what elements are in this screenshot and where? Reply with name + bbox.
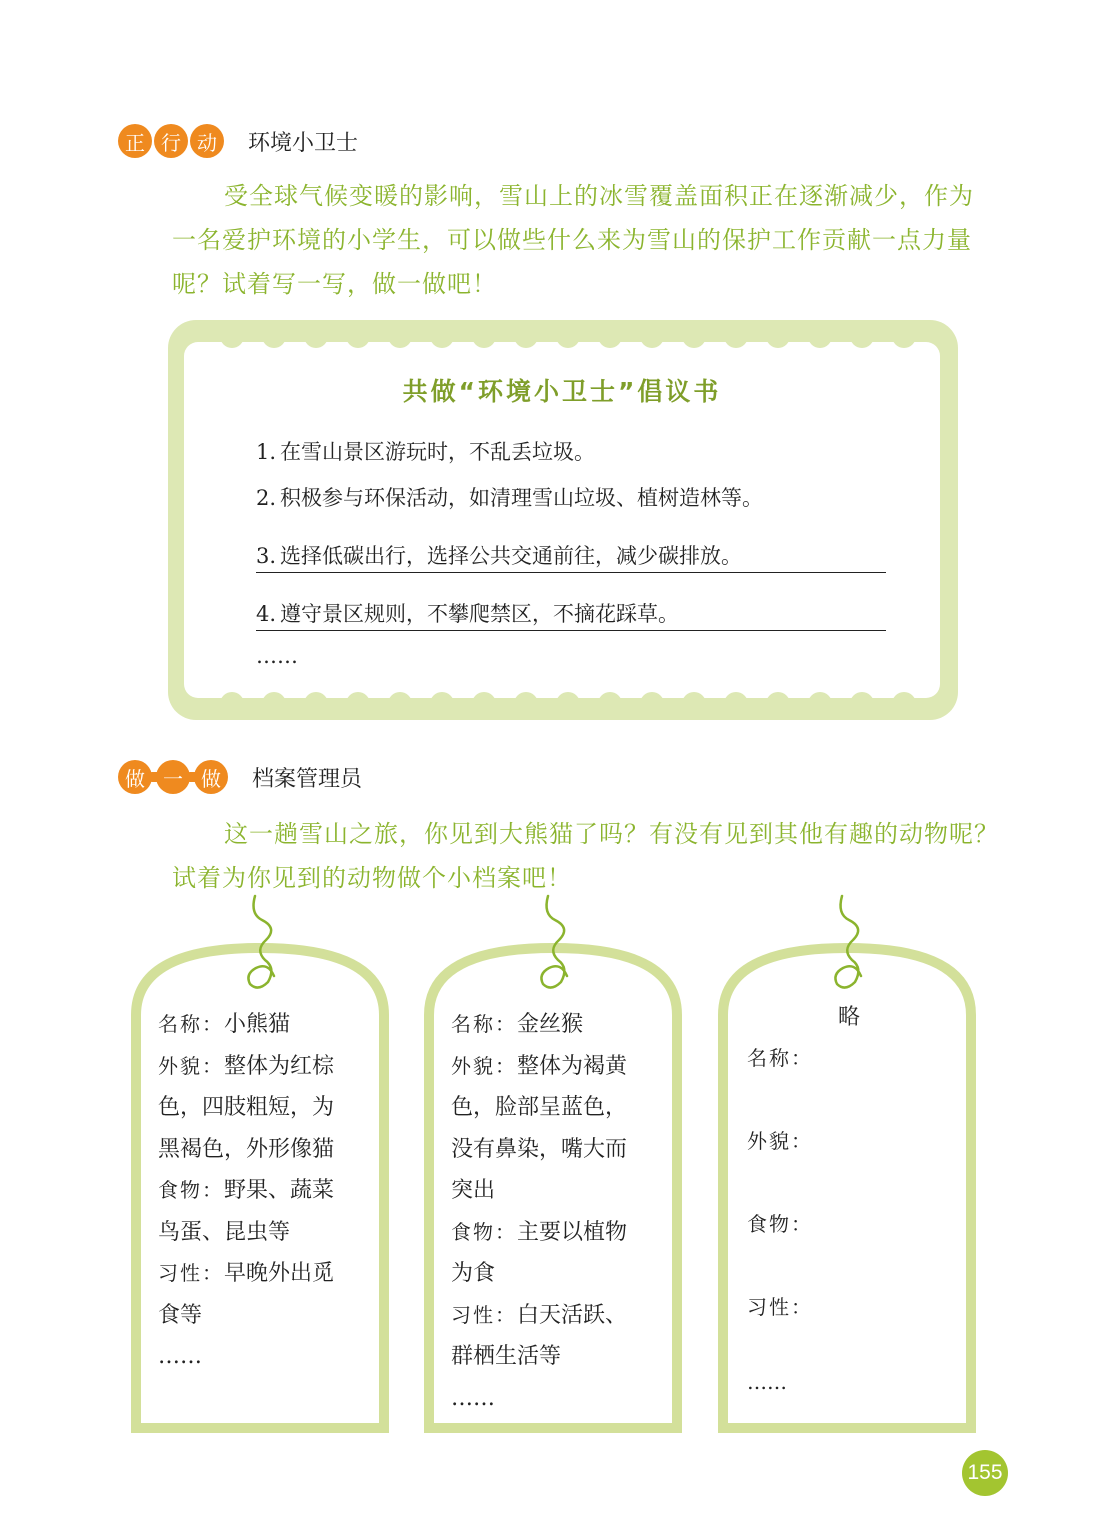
badge-char: 动 xyxy=(190,124,224,158)
tag-red-panda xyxy=(158,1004,334,1378)
tag-string-1 xyxy=(248,896,274,988)
tag-line: 色，脸部呈蓝色， xyxy=(451,1095,628,1120)
proposal-item-2: 2. 积极参与环保活动，如清理雪山垃圾、植树造林等。 xyxy=(256,486,764,510)
tag-line: 习性：早晚外出觅 xyxy=(158,1261,335,1286)
tag-blank-field-appearance: 外貌： xyxy=(747,1129,813,1153)
scallop-top-border xyxy=(184,330,940,356)
tag-line: 为食 xyxy=(451,1261,496,1286)
section2-paragraph: 这一趟雪山之旅，你见到大熊猫了吗？有没有见到其他有趣的动物呢？ 试着为你见到的动物做个小档案吧！ xyxy=(172,820,999,892)
tag-line: 鸟蛋、昆虫等 xyxy=(158,1219,291,1245)
tag-line: 食物：主要以植物 xyxy=(451,1219,628,1245)
proposal-item-3: 3. 选择低碳出行，选择公共交通前往，减少碳排放。 xyxy=(256,540,886,573)
proposal-title: 共做“环境小卫士”倡议书 xyxy=(402,377,722,406)
tag-line: …… xyxy=(451,1385,495,1411)
tag-line: 名称：金丝猴 xyxy=(451,1012,584,1037)
badge-char: 一 xyxy=(156,760,190,794)
proposal-item-4: 4. 遵守景区规则，不攀爬禁区，不摘花踩草。 xyxy=(256,598,886,631)
tag-line: 食等 xyxy=(158,1302,203,1328)
tag-line: 食物：野果、蔬菜 xyxy=(158,1178,335,1203)
section-badge-action xyxy=(118,124,358,158)
tag-golden-monkey xyxy=(451,1004,627,1419)
tag-string-2 xyxy=(541,896,567,988)
badge-char: 做 xyxy=(194,760,228,794)
tag-line: 色，四肢粗短，为 xyxy=(158,1095,335,1120)
tag-line: 突出 xyxy=(451,1178,496,1203)
tag-line: 群栖生活等 xyxy=(451,1344,562,1369)
proposal-ellipsis: …… xyxy=(256,644,298,668)
tag-string-3 xyxy=(835,896,861,988)
section-badge-doit xyxy=(118,760,362,794)
badge-char: 做 xyxy=(118,760,152,794)
tag-line: …… xyxy=(158,1344,202,1369)
tag-blank-field-name: 名称： xyxy=(747,1046,813,1070)
scallop-bottom-border xyxy=(184,684,940,710)
proposal-item-1: 1. 在雪山景区游玩时，不乱丢垃圾。 xyxy=(256,440,596,464)
section-title: 环境小卫士 xyxy=(248,130,359,156)
tag-blank-ellipsis: …… xyxy=(747,1370,787,1394)
badge-char: 行 xyxy=(154,124,188,158)
tag-line: 外貌：整体为褐黄 xyxy=(451,1053,628,1079)
page-number: 155 xyxy=(962,1450,1008,1496)
badge-char: 正 xyxy=(118,124,152,158)
section-title: 档案管理员 xyxy=(252,766,363,792)
section1-paragraph: 受全球气候变暖的影响，雪山上的冰雪覆盖面积正在逐渐减少，作为 一名爱护环境的小学生，可以做些什么来为雪山的保护工作贡献一点力量 呢？试着写一写，做一做吧！ xyxy=(172,182,974,298)
tag-blank-note: 略 xyxy=(838,1005,861,1030)
tag-blank-field-food: 食物： xyxy=(747,1212,813,1236)
tag-line: 习性：白天活跃、 xyxy=(451,1302,628,1328)
tag-blank-field-habit: 习性： xyxy=(747,1295,813,1319)
tag-line: 没有鼻染，嘴大而 xyxy=(451,1136,628,1162)
tag-line: 外貌：整体为红棕 xyxy=(158,1053,335,1079)
tag-line: 黑褐色，外形像猫 xyxy=(158,1136,335,1162)
tag-line: 名称：小熊猫 xyxy=(158,1012,291,1037)
